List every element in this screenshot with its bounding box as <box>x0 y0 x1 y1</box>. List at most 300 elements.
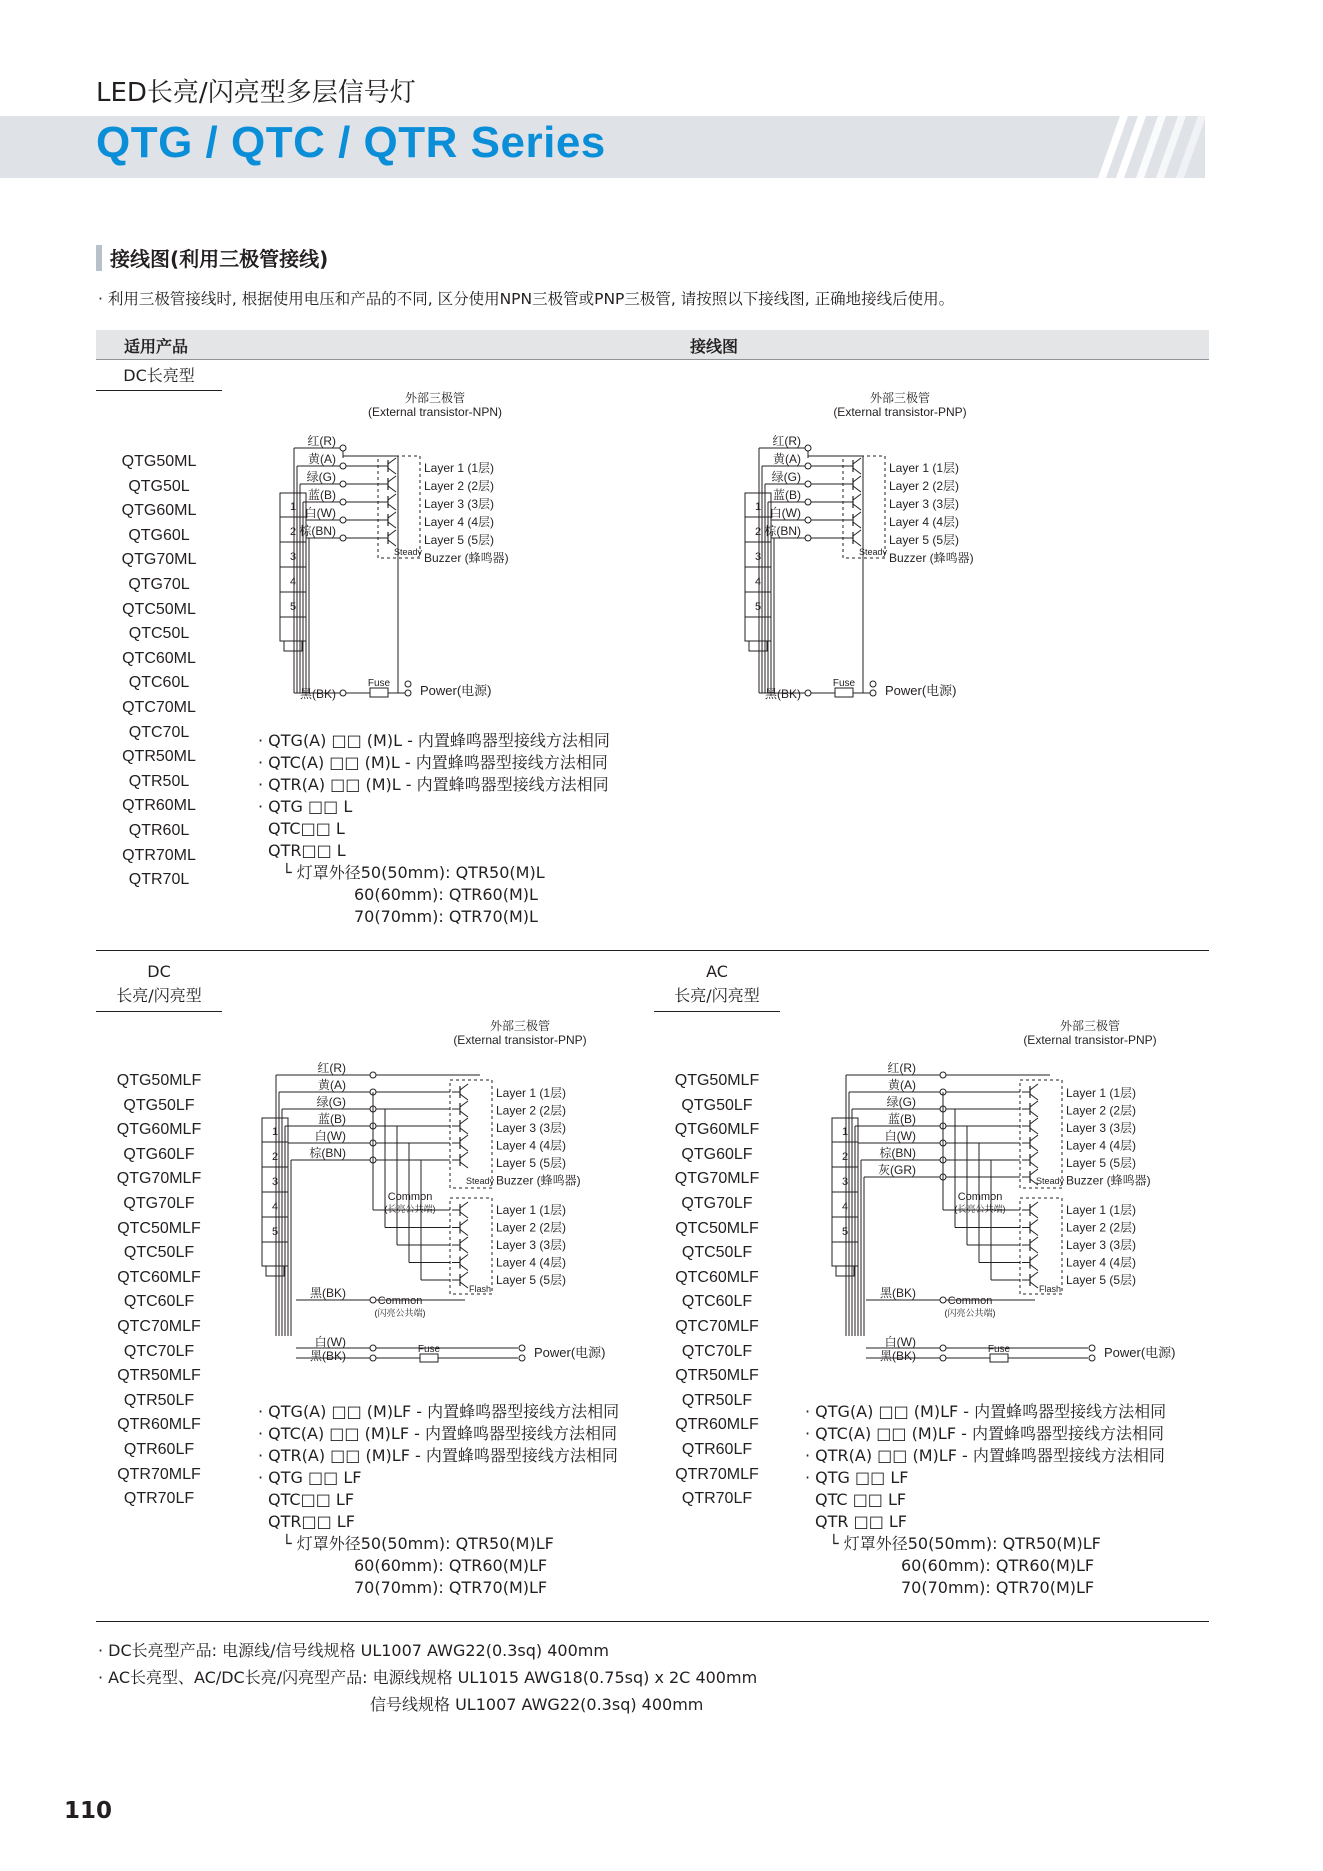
note-line: · QTR(A) □□ (M)LF - 内置蜂鸣器型接线方法相同 <box>258 1446 618 1465</box>
note-line: 60(60mm): QTR60(M)LF <box>354 1556 548 1575</box>
transistor-icon <box>1022 1118 1038 1134</box>
layer-label: Layer 2 (2层) <box>1066 1220 1137 1235</box>
tower-body <box>832 1118 858 1276</box>
layer-label: Layer 5 (5层) <box>496 1156 567 1170</box>
wire-label: 棕(BN) <box>879 1146 916 1160</box>
model-item: QTG70LF <box>123 1194 195 1212</box>
layer-label: Buzzer (蜂鸣器) <box>889 551 974 565</box>
fuse-icon <box>990 1354 1008 1362</box>
layer-label: Layer 2 (2层) <box>496 1103 567 1118</box>
power-label: Power(电源) <box>885 683 957 698</box>
transistor-icon <box>452 1152 468 1168</box>
model-item: QTC60MLF <box>117 1268 201 1286</box>
model-item: QTR70MLF <box>675 1465 759 1483</box>
steady-label: Steady <box>1035 1176 1065 1186</box>
common-label: Common <box>947 1295 993 1307</box>
wire-label: 棕(BN) <box>764 524 801 538</box>
transistor-title: 外部三极管 <box>404 391 466 405</box>
flash-label: Flash <box>468 1284 492 1294</box>
note-line: 70(70mm): QTR70(M)LF <box>354 1578 548 1597</box>
common-label: (长亮公共端) <box>384 1204 436 1214</box>
layer-label: Layer 1 (1层) <box>424 461 495 475</box>
wire-label: 黄(A) <box>888 1078 916 1092</box>
model-item: QTR60ML <box>122 797 196 815</box>
terminal <box>370 1297 376 1303</box>
wiring-column-header: 接线图 <box>690 337 739 356</box>
terminal <box>340 463 346 469</box>
terminal <box>405 681 411 687</box>
transistor-icon <box>380 494 396 510</box>
model-item: QTC70ML <box>122 698 196 716</box>
wire-label: 黄(A) <box>773 452 801 466</box>
model-item: QTG50LF <box>123 1096 195 1114</box>
steady-label: Steady <box>465 1176 495 1186</box>
note-line: · QTG(A) □□ (M)L - 内置蜂鸣器型接线方法相同 <box>258 731 610 750</box>
fuse-label: Fuse <box>417 1344 441 1355</box>
model-item: QTG60ML <box>121 502 197 520</box>
wire-label: 蓝(B) <box>773 488 801 502</box>
layer-label: Layer 4 (4层) <box>424 515 495 529</box>
category-dc-flash <box>96 960 222 1012</box>
wire-label: 红(R) <box>772 434 801 448</box>
transistor-subtitle: (External transistor-PNP) <box>453 1033 587 1047</box>
tier-number: 2 <box>754 526 762 538</box>
series-title: QTG / QTC / QTR Series <box>96 118 606 167</box>
layer-label: Layer 4 (4层) <box>1066 1138 1137 1153</box>
transistor-icon <box>845 476 861 492</box>
layer-label: Layer 3 (3层) <box>1066 1121 1137 1135</box>
divider <box>96 1621 1209 1622</box>
note-line: QTC □□ LF <box>815 1490 907 1509</box>
terminal <box>370 1355 376 1361</box>
transistor-icon <box>1022 1135 1038 1151</box>
terminal <box>519 1355 525 1361</box>
terminal <box>340 517 346 523</box>
transistor-icon <box>1022 1272 1038 1288</box>
divider <box>96 950 1209 951</box>
section-description: · 利用三极管接线时, 根据使用电压和产品的不同, 区分使用NPN三极管或PNP三极管, 请按照以下接线图, 正确地接线后使用。 <box>98 290 955 308</box>
transistor-icon <box>845 458 861 474</box>
wire-label: 白(W) <box>884 1129 916 1143</box>
wiring-diagram-pnp <box>735 388 1035 718</box>
model-item: QTR60LF <box>681 1440 753 1458</box>
wire-label: 白(W) <box>314 1335 346 1349</box>
note-line: QTR□□ LF <box>268 1512 355 1531</box>
model-item: QTR50MLF <box>117 1367 201 1385</box>
model-item: QTG60LF <box>123 1145 195 1163</box>
model-item: QTG60L <box>128 526 190 544</box>
steady-label: Steady <box>858 547 888 557</box>
transistor-box <box>843 456 885 558</box>
fuse-icon <box>420 1354 438 1362</box>
model-item: QTG50MLF <box>674 1072 760 1089</box>
table-header <box>96 330 1209 360</box>
tier-number: 3 <box>271 1176 279 1188</box>
layer-label: Layer 3 (3层) <box>1066 1238 1137 1252</box>
layer-label: Layer 5 (5层) <box>889 533 960 547</box>
note-line: 60(60mm): QTR60(M)L <box>354 885 538 904</box>
wire-label: 绿(G) <box>316 1095 346 1109</box>
wiring-diagram-npn <box>270 388 570 718</box>
transistor-icon <box>452 1084 468 1100</box>
category-ac-flash <box>654 960 780 1012</box>
model-item: QTC50MLF <box>117 1219 201 1237</box>
tier-number: 2 <box>271 1151 279 1163</box>
tier-number: 1 <box>841 1126 849 1138</box>
notes-dc-flash <box>258 1401 619 1599</box>
model-item: QTG60MLF <box>116 1121 202 1139</box>
terminal <box>870 690 876 696</box>
layer-label: Layer 1 (1层) <box>889 461 960 475</box>
model-item: QTR70L <box>128 871 190 889</box>
layer-label: Layer 2 (2层) <box>496 1220 567 1235</box>
signal-tower-icon <box>745 493 771 651</box>
note-line: · QTG(A) □□ (M)LF - 内置蜂鸣器型接线方法相同 <box>258 1402 620 1421</box>
tier-number: 1 <box>289 501 297 513</box>
model-item: QTG70LF <box>681 1194 753 1212</box>
wire-label: 红(R) <box>307 434 336 448</box>
model-item: QTG70MLF <box>674 1170 760 1188</box>
tower-body <box>745 493 771 651</box>
terminal <box>340 445 346 451</box>
transistor-icon <box>845 530 861 546</box>
model-item: QTC70LF <box>681 1342 753 1360</box>
model-item: QTC50LF <box>681 1244 753 1262</box>
model-item: QTR50MLF <box>675 1367 759 1385</box>
steady-label: Steady <box>393 547 423 557</box>
terminal <box>805 445 811 451</box>
model-list-dc-steady <box>96 450 222 893</box>
wire-label: 绿(G) <box>886 1095 916 1109</box>
terminal <box>519 1345 525 1351</box>
wire-label: 白(W) <box>314 1129 346 1143</box>
transistor-icon <box>452 1237 468 1253</box>
signal-tower-icon <box>832 1118 858 1276</box>
model-item: QTG60MLF <box>674 1121 760 1139</box>
tier-number: 5 <box>841 1226 849 1238</box>
common-label: Common <box>377 1295 423 1307</box>
model-item: QTG70L <box>128 575 190 593</box>
transistor-icon <box>452 1255 468 1271</box>
wiring-diagram-dc-flash <box>250 1008 650 1368</box>
transistor-title: 外部三极管 <box>489 1019 551 1033</box>
model-item: QTR70MLF <box>117 1465 201 1483</box>
tower-body <box>262 1118 288 1276</box>
layer-label: Layer 4 (4层) <box>889 515 960 529</box>
note-line: · QTC(A) □□ (M)L - 内置蜂鸣器型接线方法相同 <box>258 753 608 772</box>
layer-label: Layer 1 (1层) <box>496 1086 567 1100</box>
layer-label: Layer 3 (3层) <box>496 1121 567 1135</box>
tier-number: 4 <box>289 576 297 588</box>
tier-number: 5 <box>289 601 297 613</box>
layer-label: Layer 3 (3层) <box>424 497 495 511</box>
wire-label: 白(W) <box>304 506 336 520</box>
transistor-box <box>1020 1080 1062 1188</box>
footnote-signal: 信号线规格 UL1007 AWG22(0.3sq) 400mm <box>370 1695 704 1714</box>
layer-label: Layer 5 (5层) <box>496 1273 567 1287</box>
wire-label: 棕(BN) <box>299 524 336 538</box>
section-marker <box>96 245 102 271</box>
terminal <box>805 499 811 505</box>
transistor-subtitle: (External transistor-PNP) <box>1023 1033 1157 1047</box>
flash-label: Flash <box>1038 1284 1062 1294</box>
common-label: Common <box>387 1191 433 1203</box>
footnote-ac: · AC长亮型、AC/DC长亮/闪亮型产品: 电源线规格 UL1015 AWG18(0.75sq) x 2C 400mm <box>98 1668 758 1687</box>
note-line: 60(60mm): QTR60(M)LF <box>901 1556 1095 1575</box>
note-line: └ 灯罩外径50(50mm): QTR50(M)LF <box>282 1534 554 1553</box>
notes-dc-steady <box>258 730 610 928</box>
wire-label: 黑(BK) <box>764 687 801 701</box>
note-line: QTR □□ LF <box>815 1512 908 1531</box>
layer-label: Buzzer (蜂鸣器) <box>1066 1173 1151 1188</box>
transistor-icon <box>380 512 396 528</box>
model-item: QTR70ML <box>122 846 196 864</box>
model-item: QTR50LF <box>681 1391 753 1409</box>
terminal <box>340 481 346 487</box>
terminal <box>940 1072 946 1078</box>
note-line: · QTR(A) □□ (M)L - 内置蜂鸣器型接线方法相同 <box>258 775 609 794</box>
terminal <box>340 535 346 541</box>
wire-label: 黑(BK) <box>299 687 336 701</box>
terminal <box>805 535 811 541</box>
transistor-icon <box>1022 1237 1038 1253</box>
wire-label: 黑(BK) <box>309 1286 346 1300</box>
terminal <box>805 517 811 523</box>
terminal <box>940 1355 946 1361</box>
model-item: QTR70LF <box>123 1490 195 1508</box>
terminal <box>370 1345 376 1351</box>
model-item: QTC60L <box>128 674 190 692</box>
model-list-ac-flash <box>654 1069 780 1512</box>
fuse-icon <box>370 688 388 697</box>
terminal <box>405 690 411 696</box>
model-item: QTC70L <box>128 723 190 741</box>
power-label: Power(电源) <box>1104 1345 1176 1360</box>
model-item: QTC50L <box>128 625 190 643</box>
footnote-dc: · DC长亮型产品: 电源线/信号线规格 UL1007 AWG22(0.3sq) 400mm <box>98 1641 609 1660</box>
wire-label: 棕(BN) <box>309 1146 346 1160</box>
note-line: QTR□□ L <box>268 841 346 860</box>
terminal <box>340 499 346 505</box>
note-line: · QTG □□ LF <box>805 1468 909 1487</box>
fuse-label: Fuse <box>987 1344 1011 1355</box>
wire-label: 红(R) <box>887 1061 916 1075</box>
transistor-icon <box>380 530 396 546</box>
model-item: QTG50ML <box>121 453 197 470</box>
layer-label: Layer 2 (2层) <box>889 479 960 493</box>
wire-label: 蓝(B) <box>888 1112 916 1126</box>
transistor-icon <box>1022 1255 1038 1271</box>
fuse-label: Fuse <box>367 678 391 689</box>
model-item: QTG50MLF <box>116 1072 202 1089</box>
category-ac-flash-line1: AC <box>706 962 728 981</box>
layer-label: Layer 1 (1层) <box>1066 1203 1137 1217</box>
power-label: Power(电源) <box>420 683 492 698</box>
note-line: · QTR(A) □□ (M)LF - 内置蜂鸣器型接线方法相同 <box>805 1446 1165 1465</box>
tier-number: 3 <box>289 551 297 563</box>
transistor-icon <box>452 1118 468 1134</box>
model-item: QTG50LF <box>681 1096 753 1114</box>
note-line: └ 灯罩外径50(50mm): QTR50(M)LF <box>829 1534 1101 1553</box>
note-line: QTC□□ L <box>268 819 345 838</box>
model-item: QTG50L <box>128 477 190 495</box>
note-line: · QTG □□ LF <box>258 1468 362 1487</box>
transistor-icon <box>452 1101 468 1117</box>
transistor-icon <box>452 1272 468 1288</box>
wire-label: 灰(GR) <box>878 1163 916 1177</box>
wire-label: 绿(G) <box>771 470 801 484</box>
transistor-icon <box>380 476 396 492</box>
transistor-icon <box>1022 1084 1038 1100</box>
layer-label: Layer 3 (3层) <box>889 497 960 511</box>
model-item: QTG60LF <box>681 1145 753 1163</box>
common-label: (闪亮公共端) <box>944 1308 996 1318</box>
model-item: QTR60L <box>128 821 190 839</box>
page-subtitle: LED长亮/闪亮型多层信号灯 <box>96 78 416 108</box>
model-item: QTC50ML <box>122 600 196 618</box>
model-item: QTR70LF <box>681 1490 753 1508</box>
page-number: 110 <box>64 1798 113 1824</box>
wire-label: 黄(A) <box>318 1078 346 1092</box>
tier-number: 1 <box>271 1126 279 1138</box>
category-dc-flash-line2: 长亮/闪亮型 <box>116 986 202 1005</box>
wire-label: 黑(BK) <box>879 1286 916 1300</box>
section-title: 接线图(利用三极管接线) <box>110 247 329 271</box>
wire-label: 绿(G) <box>306 470 336 484</box>
category-dc-flash-line1: DC <box>147 962 171 981</box>
brand-stripes-icon <box>1080 116 1210 178</box>
tier-number: 4 <box>271 1201 279 1213</box>
wire-label: 黑(BK) <box>879 1349 916 1363</box>
terminal <box>1089 1345 1095 1351</box>
common-label: Common <box>957 1191 1003 1203</box>
signal-tower-icon <box>280 493 306 651</box>
transistor-icon <box>1022 1101 1038 1117</box>
transistor-title: 外部三极管 <box>1059 1019 1121 1033</box>
transistor-icon <box>452 1220 468 1236</box>
tier-number: 2 <box>289 526 297 538</box>
note-line: 70(70mm): QTR70(M)L <box>354 907 538 926</box>
model-item: QTR60MLF <box>675 1416 759 1434</box>
tier-number: 5 <box>754 601 762 613</box>
notes-ac-flash <box>805 1401 1166 1599</box>
model-item: QTC60ML <box>122 649 196 667</box>
transistor-icon <box>452 1202 468 1218</box>
terminal <box>940 1297 946 1303</box>
tier-number: 3 <box>754 551 762 563</box>
terminal <box>805 481 811 487</box>
category-dc-steady: DC长亮型 <box>96 363 222 391</box>
fuse-icon <box>835 688 853 697</box>
transistor-icon <box>1022 1202 1038 1218</box>
transistor-subtitle: (External transistor-PNP) <box>833 405 967 419</box>
wire-label: 蓝(B) <box>318 1112 346 1126</box>
transistor-box <box>450 1080 492 1188</box>
model-item: QTG70MLF <box>116 1170 202 1188</box>
layer-label: Layer 1 (1层) <box>496 1203 567 1217</box>
model-item: QTC60LF <box>123 1293 195 1311</box>
layer-label: Layer 4 (4层) <box>1066 1255 1137 1270</box>
model-list-dc-flash <box>96 1069 222 1512</box>
transistor-icon <box>380 458 396 474</box>
products-column-header: 适用产品 <box>124 337 189 356</box>
signal-tower-icon <box>262 1118 288 1276</box>
tier-number: 4 <box>841 1201 849 1213</box>
model-item: QTR60LF <box>123 1440 195 1458</box>
note-line: · QTG(A) □□ (M)LF - 内置蜂鸣器型接线方法相同 <box>805 1402 1167 1421</box>
layer-label: Layer 5 (5层) <box>424 533 495 547</box>
model-item: QTC70MLF <box>117 1317 201 1335</box>
transistor-box <box>378 456 420 558</box>
layer-label: Layer 5 (5层) <box>1066 1273 1137 1287</box>
layer-label: Layer 1 (1层) <box>1066 1086 1137 1100</box>
transistor-subtitle: (External transistor-NPN) <box>367 405 503 419</box>
terminal <box>805 690 811 696</box>
layer-label: Layer 2 (2层) <box>424 479 495 493</box>
terminal <box>805 463 811 469</box>
layer-label: Layer 3 (3层) <box>496 1238 567 1252</box>
model-item: QTC50MLF <box>675 1219 759 1237</box>
note-line: QTC□□ LF <box>268 1490 355 1509</box>
transistor-icon <box>845 512 861 528</box>
model-item: QTR50L <box>128 772 190 790</box>
power-label: Power(电源) <box>534 1345 606 1360</box>
tower-body <box>280 493 306 651</box>
category-ac-flash-line2: 长亮/闪亮型 <box>674 986 760 1005</box>
model-item: QTC50LF <box>123 1244 195 1262</box>
terminal <box>940 1345 946 1351</box>
model-item: QTC60LF <box>681 1293 753 1311</box>
wire-label: 黑(BK) <box>309 1349 346 1363</box>
fuse-label: Fuse <box>832 678 856 689</box>
wire-label: 白(W) <box>884 1335 916 1349</box>
terminal <box>340 690 346 696</box>
note-line: · QTG □□ L <box>258 797 353 816</box>
common-label: (闪亮公共端) <box>374 1308 426 1318</box>
layer-label: Layer 2 (2层) <box>1066 1103 1137 1118</box>
tier-number: 3 <box>841 1176 849 1188</box>
wire-label: 白(W) <box>769 506 801 520</box>
wire-label: 红(R) <box>317 1061 346 1075</box>
model-item: QTR50ML <box>122 748 196 766</box>
transistor-icon <box>1022 1152 1038 1168</box>
model-item: QTR50LF <box>123 1391 195 1409</box>
note-line: └ 灯罩外径50(50mm): QTR50(M)L <box>282 863 545 882</box>
transistor-icon <box>845 494 861 510</box>
layer-label: Layer 5 (5层) <box>1066 1156 1137 1170</box>
tier-number: 4 <box>754 576 762 588</box>
model-item: QTC60MLF <box>675 1268 759 1286</box>
model-item: QTC70LF <box>123 1342 195 1360</box>
wire-label: 黄(A) <box>308 452 336 466</box>
transistor-icon <box>452 1135 468 1151</box>
model-item: QTR60MLF <box>117 1416 201 1434</box>
terminal <box>1089 1355 1095 1361</box>
note-line: · QTC(A) □□ (M)LF - 内置蜂鸣器型接线方法相同 <box>805 1424 1164 1443</box>
transistor-title: 外部三极管 <box>869 391 931 405</box>
note-line: 70(70mm): QTR70(M)LF <box>901 1578 1095 1597</box>
wiring-diagram-ac-flash <box>820 1008 1220 1368</box>
layer-label: Layer 4 (4层) <box>496 1138 567 1153</box>
model-item: QTC70MLF <box>675 1317 759 1335</box>
layer-label: Buzzer (蜂鸣器) <box>424 551 509 565</box>
terminal <box>870 681 876 687</box>
transistor-icon <box>1022 1220 1038 1236</box>
model-item: QTG70ML <box>121 551 197 569</box>
wire-label: 蓝(B) <box>308 488 336 502</box>
terminal <box>370 1072 376 1078</box>
layer-label: Buzzer (蜂鸣器) <box>496 1173 581 1188</box>
